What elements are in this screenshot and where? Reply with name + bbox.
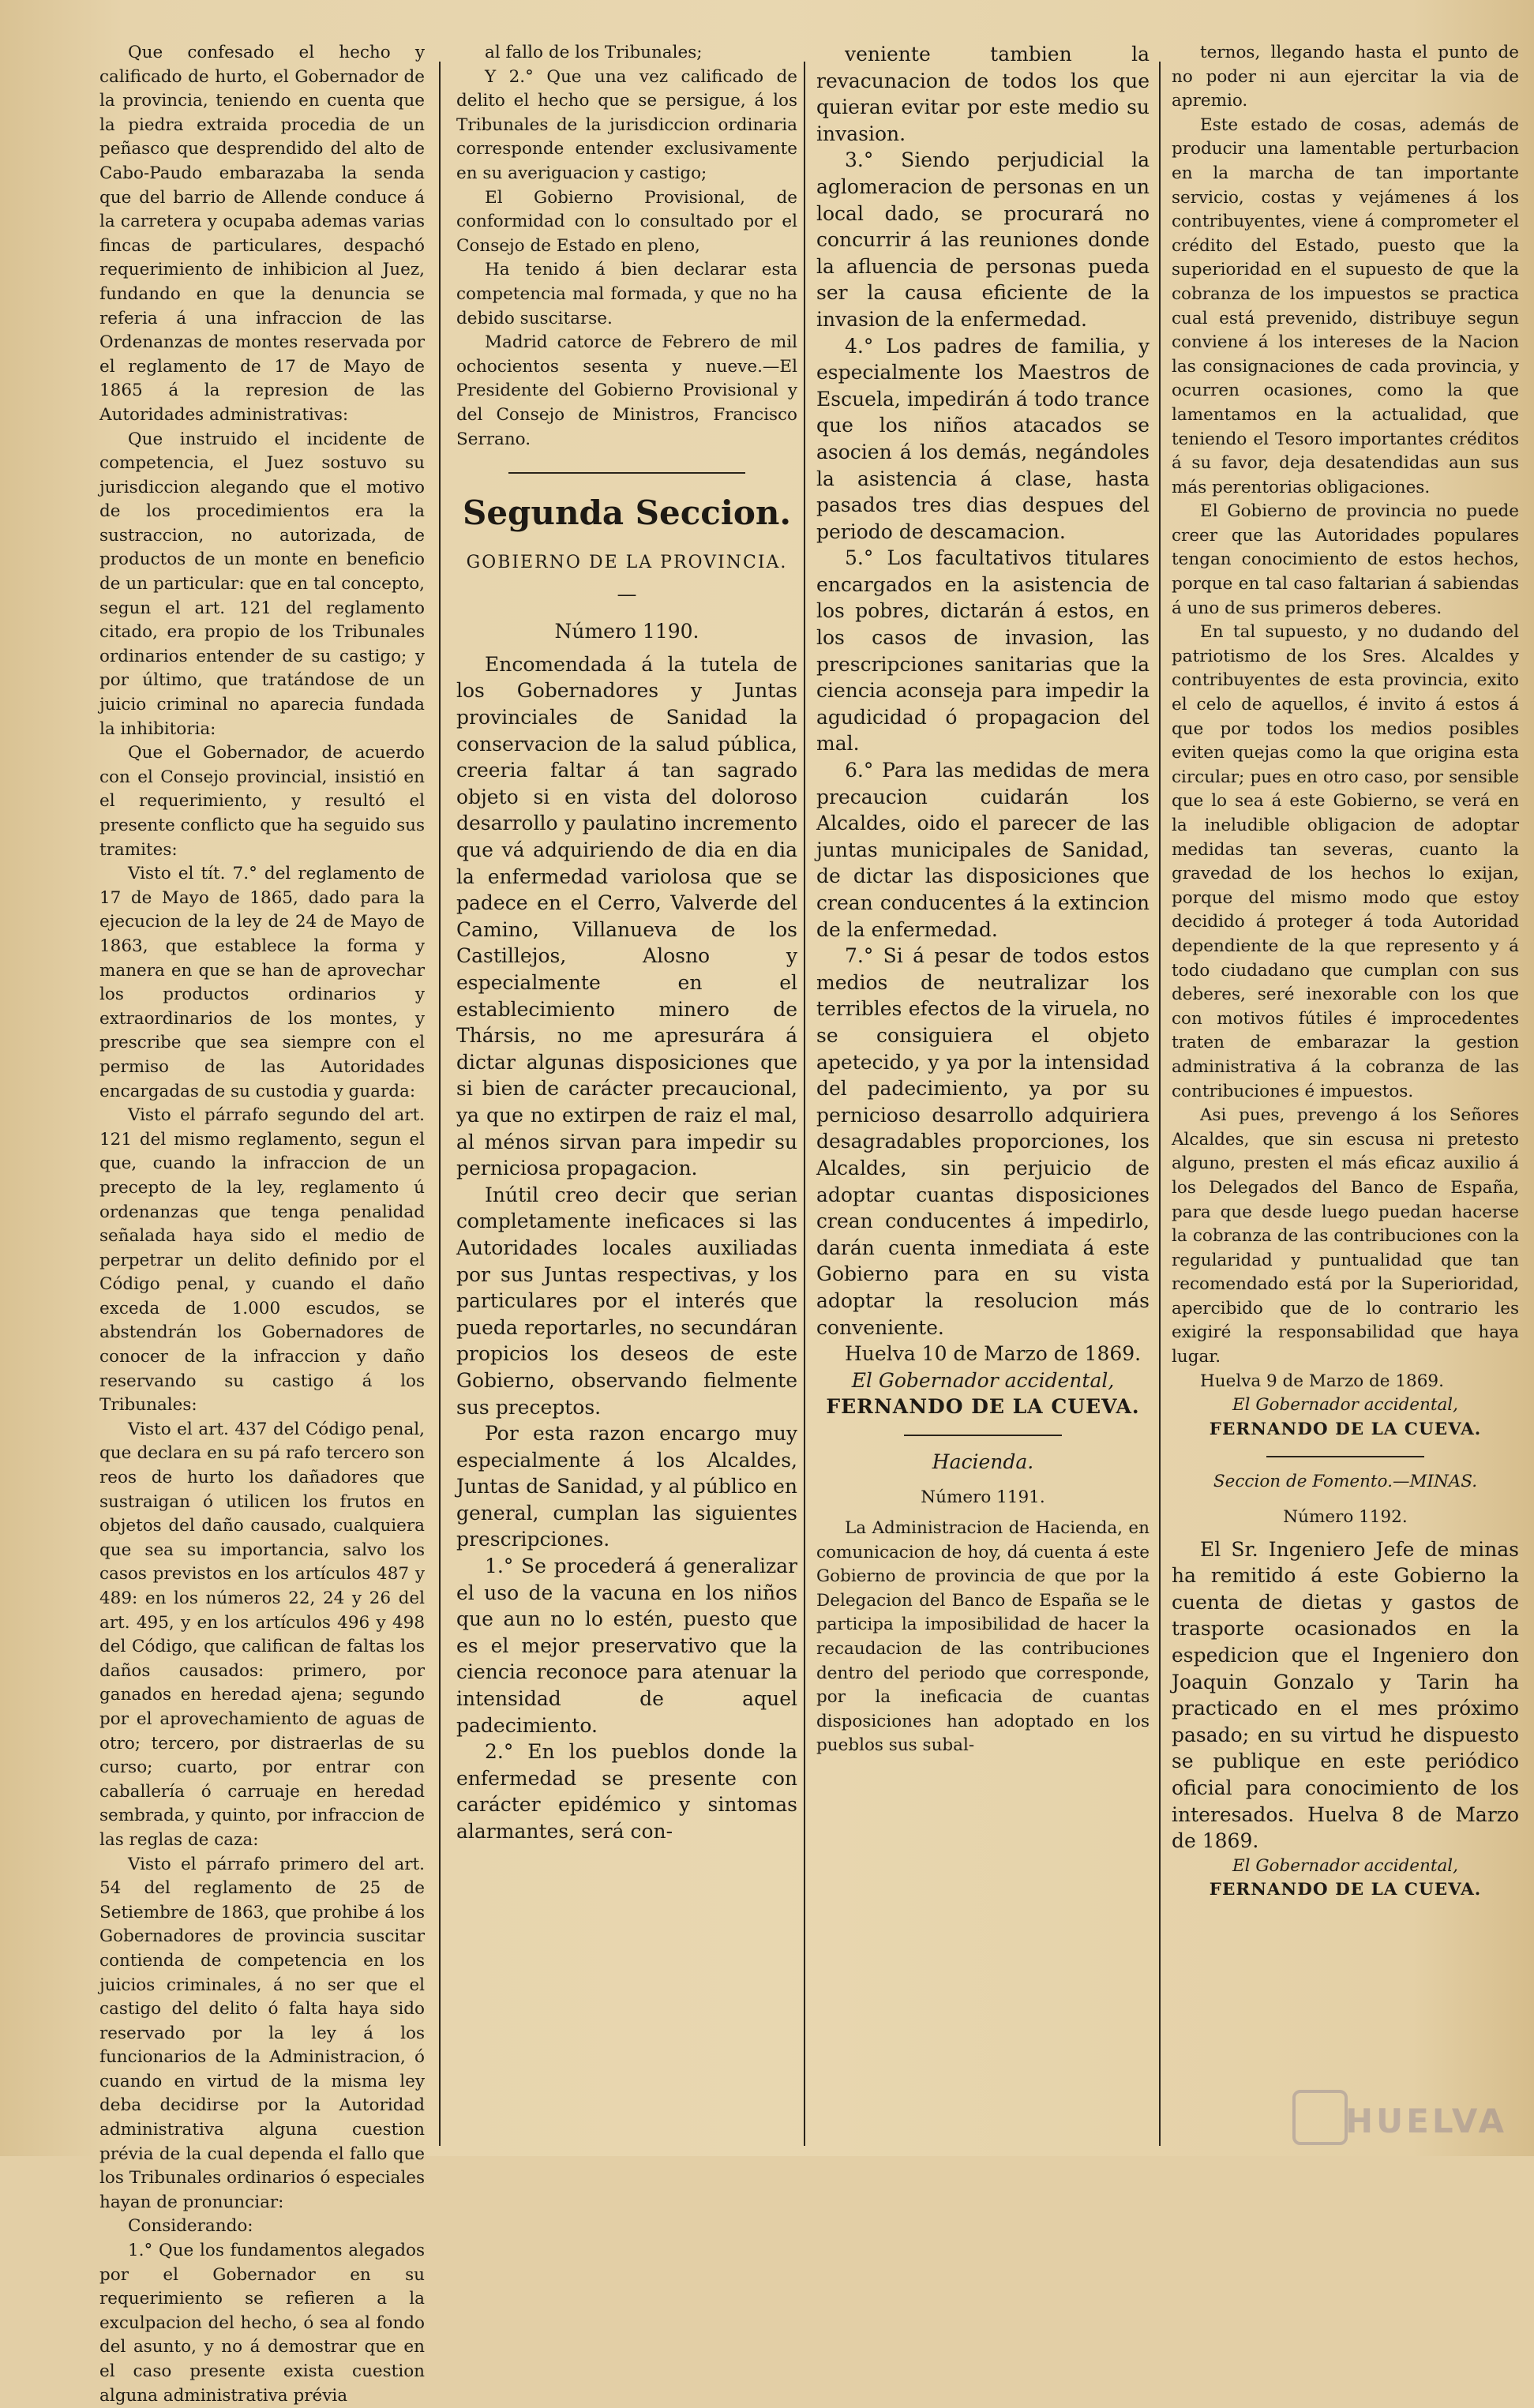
separator-rule [508, 472, 745, 474]
paragraph: al fallo de los Tribunales; [485, 43, 703, 62]
paragraph: Este estado de cosas, además de producir una lamentable perturbacion en la marcha de tan importante servicio, costas y vejámenes á los contribuyentes, viene á comprometer el crédito del Estado, puesto que la superioridad en el supuesto de que la cobranza de los impuestos se practica cual está prevenido, distribuye segun conviene á los intereses de la Nacion las consignaciones de cada provincia, y ocurren ocasiones, como la que lamentamos en la actualidad, que teniendo el Tesoro importantes créditos á su favor, deja desatendidas aun sus más perentorias obligaciones. [1172, 114, 1519, 497]
paragraph: El Sr. Ingeniero Jefe de minas ha remitido á este Gobierno la cuenta de dietas y gastos de trasporte ocasionados en la espedicion que el Ingeniero don Joaquin Gonzalo y Tarin ha practicado en el mes próximo pasado; en su virtud he dispuesto se publique en este periódico oficial para conocimiento de los interesados. Huelva 8 de Marzo de 1869. [1172, 1537, 1519, 1853]
date-line: Huelva 9 de Marzo de 1869. [1200, 1371, 1444, 1391]
notice-number: Número 1191. [921, 1487, 1045, 1508]
paragraph: Visto el párrafo segundo del art. 121 del mismo reglamento, segun el que, cuando la infraccion de un precepto de la ley, reglamento ú ordenanzas que tenga penalidad señalada haya sido el medio de perpetrar un delito definido por el Código penal, y cuando el daño exceda de 1.000 escudos, se abstendrán los Gobernadores de conocer de la infraccion y daño reservando su castigo á los Tribunales: [99, 1105, 425, 1416]
section-heading: Hacienda. [932, 1450, 1034, 1473]
paragraph: 6.° Para las medidas de mera precaucion cuidarán los Alcaldes, oido el parecer de las juntas municipales de Sanidad, de dictar las disposiciones que crean conducentes á la extincion de la enfermedad. [816, 759, 1150, 941]
paragraph: Encomendada á la tutela de los Gobernadores y Juntas provinciales de Sanidad la conservacion de la salud pública, creeria faltar á tan sagrado objeto si en vista del doloroso desarrollo y paulatino incremento que vá adquiriendo de dia en dia la enfermedad variolosa que se padece en el Cerro, Valverde del Camino, Villanueva de los Castillejos, Alosno y especialmente en el establecimiento minero de Thársis, no me apresurára á dictar algunas disposiciones que si bien de carácter precaucional, ya que no extirpen de raiz el mal, al ménos sirvan para impedir su perniciosa propagacion. [456, 652, 797, 1180]
signature-title: El Gobernador accidental, [1232, 1395, 1459, 1416]
paragraph: Que instruido el incidente de competencia, el Juez sostuvo su jurisdiccion alegando que el motivo de los procedimientos era la sustraccion, no autorizada, de productos de un monte en beneficio de un particular: que en tal concepto, segun el art. 121 del reglamento citado, era propio de los Tribunales ordinarios entender de su castigo; y por último, que tratándose de un juicio criminal no aparecia fundada la inhibitoria: [99, 429, 425, 739]
paragraph: 1.° Que los fundamentos alegados por el Gobernador en su requerimiento se refieren a la exculpacion del hecho, ó sea al fondo del asunto, y no á demostrar que en el caso presente exista cuestion alguna administrativa prévia [99, 2241, 425, 2406]
signature-name: FERNANDO DE LA CUEVA. [1209, 1880, 1482, 1900]
date-line: Huelva 10 de Marzo de 1869. [845, 1342, 1142, 1366]
library-seal-icon [1292, 2090, 1348, 2145]
paragraph: Visto el tít. 7.° del reglamento de 17 de Mayo de 1865, dado para la ejecucion de la ley de 24 de Mayo de 1863, que establece la forma y manera en que se han de aprovechar los productos ordinarios y extraordinarios de los montes, y prescribe que sea siempre con el permiso de las Autoridades encargadas de su custodia y guarda: [99, 864, 425, 1101]
paragraph: Que confesado el hecho y calificado de hurto, el Gobernador de la provincia, teniendo en cuenta que la piedra extraida procedia de un peñasco que desprendido del alto de Cabo-Paudo embarazaba la senda que del barrio de Allende conduce á la carretera y ocupaba ademas varias fincas de particulares, despachó requerimiento de inhibicion al Juez, fundando en que la denuncia se referia á una infraccion de las Ordenanzas de montes reservada por el reglamento de 17 de Mayo de 1865 á la represion de las Autoridades administrativas: [99, 43, 425, 425]
paragraph: veniente tambien la revacunacion de todos los que quieran evitar por este medio su invasion. [816, 43, 1150, 145]
library-watermark: HUELVA [1345, 2102, 1507, 2140]
paragraph: Madrid catorce de Febrero de mil ochocientos sesenta y nueve.—El Presidente del Gobierno Provisional y del Consejo de Ministros, Francisco Serrano. [456, 332, 797, 449]
signature-name: FERNANDO DE LA CUEVA. [1209, 1419, 1482, 1439]
paragraph: Considerando: [128, 2216, 253, 2237]
separator-rule [904, 1435, 1062, 1436]
section-heading: GOBIERNO DE LA PROVINCIA. [466, 553, 788, 573]
section-title: Segunda Seccion. [462, 493, 792, 533]
column-2 [456, 41, 797, 2133]
dash-divider: — [617, 582, 637, 606]
paragraph: Inútil creo decir que serian completamente ineficaces si las Autoridades locales auxiliadas por sus Juntas respectivas, y los particulares por el interés que pueda reportarles, no secundáran propicios los deseos de este Gobierno, observando fielmente sus preceptos. [456, 1183, 797, 1419]
paragraph: 5.° Los facultativos titulares encargados en la asistencia de los pobres, dictarán á estos, en los casos de invasion, las prescripciones sanitarias que la ciencia aconseja para impedir la agudicidad ó propagacion del mal. [816, 546, 1150, 756]
paragraph: El Gobierno de provincia no puede creer que las Autoridades populares tengan conocimiento de estos hechos, porque en tal caso faltarian á sabiendas á uno de sus primeros deberes. [1172, 501, 1519, 618]
paragraph: En tal supuesto, y no dudando del patriotismo de los Sres. Alcaldes y contribuyentes de esta provincia, exito el celo de aquellos, é invito á estos á que por todos los medios posibles eviten quejas como la que origina esta circular; pues en otro caso, por sensible que lo sea á este Gobierno, se verá en la ineludible obligacion de adoptar medidas tan severas, cuanto la gravedad de los hechos lo exijan, porque del mismo modo que estoy decidido á proteger á toda Autoridad dependiente de la que represento y á todo ciudadano que cumplan con sus deberes, seré inexorable con los que con motivos fútiles é improcedentes traten de embarazar la gestion administrativa á la cobranza de las contribuciones é impuestos. [1172, 622, 1519, 1101]
column-4 [1172, 41, 1519, 2133]
notice-number: Número 1192. [1283, 1507, 1408, 1528]
paragraph: 7.° Si á pesar de todos estos medios de neutralizar los terribles efectos de la viruela, no se consiguiera el objeto apetecido, y ya por la intensidad del padecimiento, ya por su pernicioso desarrollo adquiriera desagradables proporciones, los Alcaldes, sin perjuicio de adoptar cuantas disposiciones crean conducentes á impedirlo, darán cuenta inmediata á este Gobierno para en su vista adoptar la resolucion más conveniente. [816, 944, 1150, 1339]
separator-rule [1266, 1456, 1424, 1457]
paragraph: Por esta razon encargo muy especialmente á los Alcaldes, Juntas de Sanidad, y al público en general, cumplan las siguientes prescripciones. [456, 1422, 797, 1551]
column-rule [439, 62, 441, 2146]
paragraph: 3.° Siendo perjudicial la aglomeracion de personas en un local dado, se procurará no concurrir á las reuniones donde la afluencia de personas pueda ser la causa eficiente de la invasion de la enfermedad. [816, 148, 1150, 331]
paragraph: El Gobierno Provisional, de conformidad con lo consultado por el Consejo de Estado en pleno, [456, 187, 797, 256]
column-3 [816, 41, 1150, 2133]
paragraph: 1.° Se procederá á generalizar el uso de la vacuna en los niños que aun no lo estén, puesto que es el mejor preservativo que la ciencia reconoce para atenuar la intensidad de aquel padecimiento. [456, 1555, 797, 1737]
signature-title: El Gobernador accidental, [1232, 1855, 1459, 1876]
paragraph: Asi pues, prevengo á los Señores Alcaldes, que sin escusa ni pretesto alguno, presten el más eficaz auxilio á los Delegados del Banco de España, para que desde luego puedan hacerse la cobranza de las contribuciones con la regularidad y puntualidad que tan recomendado está por la Superioridad, apercibido que de lo contrario les exigiré la responsabilidad que haya lugar. [1172, 1105, 1519, 1367]
column-1 [99, 41, 425, 2406]
paragraph: Ha tenido á bien declarar esta competencia mal formada, y que no ha debido suscitarse. [456, 260, 797, 328]
paragraph: ternos, llegando hasta el punto de no poder ni aun ejercitar la via de apremio. [1172, 43, 1519, 111]
paragraph: 2.° En los pueblos donde la enfermedad se presente con carácter epidémico y sintomas alarmantes, será con- [456, 1740, 797, 1843]
column-rule [804, 62, 805, 2146]
paragraph: Y 2.° Que una vez calificado de delito el hecho que se persigue, á los Tribunales de la jurisdiccion ordinaria corresponde entender exclusivamente en su averiguacion y castigo; [456, 66, 797, 183]
paragraph: Visto el art. 437 del Código penal, que declara en su pá rafo tercero son reos de hurto los dañadores que sustraigan ó utilicen los frutos en objetos del daño causado, cualquiera que sea su importancia, salvo los casos previstos en los artículos 487 y 489: en los números 22, 24 y 26 del art. 495, y en los artículos 496 y 498 del Código, que califican de faltas los daños causados: primero, por ganados en heredad ajena; segundo por el aprovechamiento de aguas de otro; tercero, por distraerlas de su curso; cuarto, por entrar con caballería ó carruaje en heredad sembrada, y quinto, por infraccion de las reglas de caza: [99, 1419, 425, 1850]
paragraph: 4.° Los padres de familia, y especialmente los Maestros de Escuela, impedirán á todo trance que los niños atacados se asocien á los demás, negándoles la asistencia á clase, hasta pasados tres dias despues del periodo de descamacion. [816, 334, 1150, 543]
column-rule [1159, 62, 1161, 2146]
section-heading: Seccion de Fomento.—MINAS. [1213, 1472, 1478, 1492]
paragraph: Visto el párrafo primero del art. 54 del reglamento de 25 de Setiembre de 1863, que prohibe á los Gobernadores de provincia suscitar contienda de competencia en los juicios criminales, á no ser que el castigo del delito ó falta haya sido reservado por la ley á los funcionarios de la Administracion, ó cuando en virtud de la misma ley deba decidirse por la Autoridad administrativa alguna cuestion prévia de la cual dependa el fallo que los Tribunales ordinarios ó especiales hayan de pronunciar: [99, 1854, 425, 2212]
paragraph: Que el Gobernador, de acuerdo con el Consejo provincial, insistió en el requerimiento, y resultó el presente conflicto que ha seguido sus tramites: [99, 743, 425, 860]
paragraph: La Administracion de Hacienda, en comunicacion de hoy, dá cuenta á este Gobierno de provincia de que por la Delegacion del Banco de España se le participa la imposibilidad de hacer la recaudacion de las contribuciones dentro del periodo que corresponde, por la ineficacia de cuantas disposiciones han adoptado en los pueblos sus subal- [816, 1518, 1150, 1756]
signature-title: El Gobernador accidental, [851, 1368, 1115, 1392]
notice-number: Número 1190. [554, 620, 699, 643]
signature-name: FERNANDO DE LA CUEVA. [826, 1395, 1140, 1419]
